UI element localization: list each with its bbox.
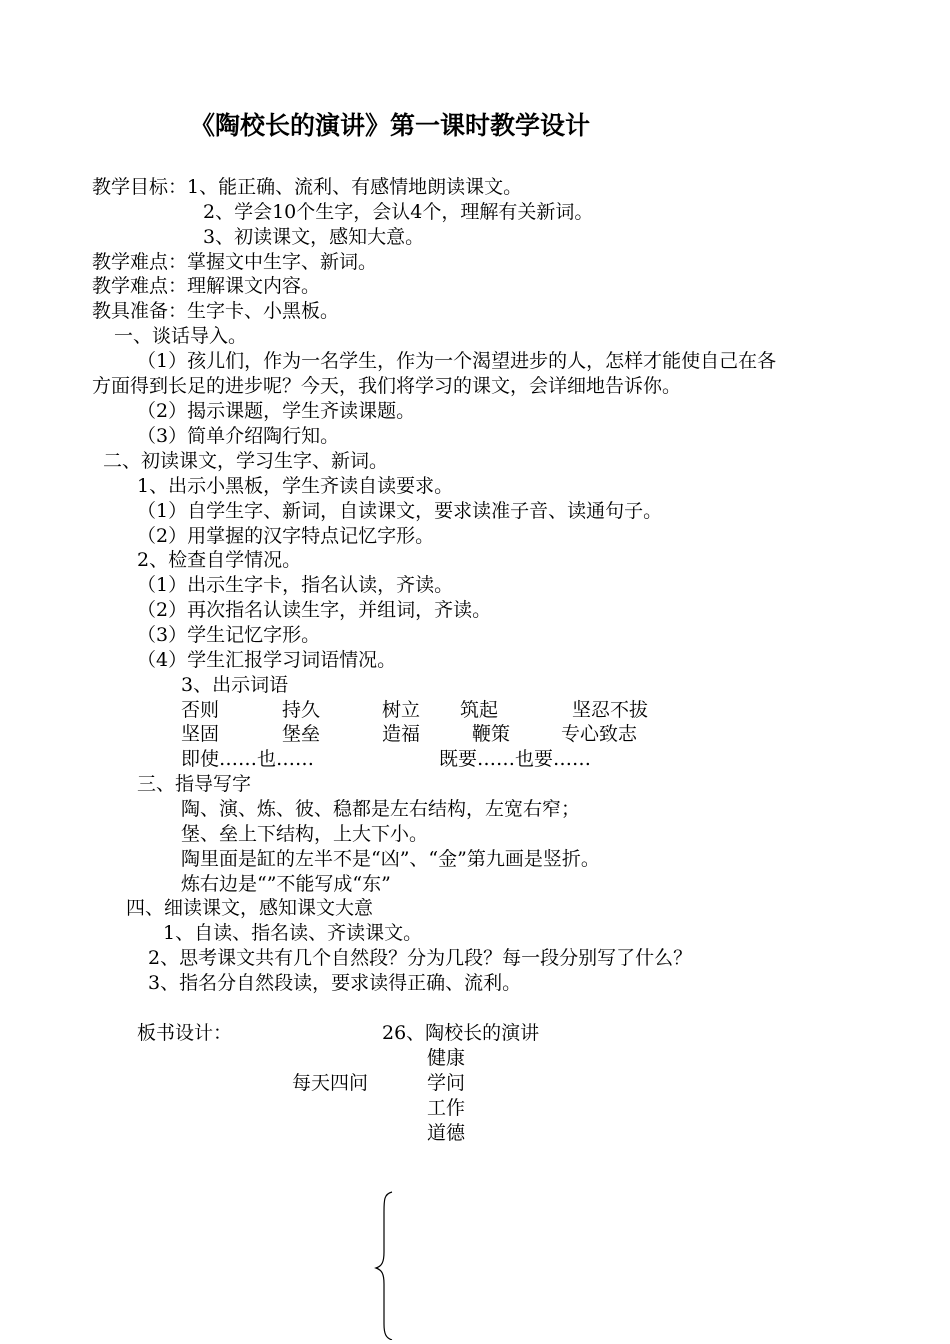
board-design-label: 板书设计：	[137, 1022, 233, 1044]
paragraph-line: 炼右边是“”不能写成“东”	[181, 873, 391, 895]
word-item: 造福	[382, 723, 421, 745]
word-item: 坚忍不拔	[572, 699, 649, 721]
section-heading-1: 一、谈话导入。	[114, 325, 248, 347]
paragraph-line: （4）学生汇报学习词语情况。	[137, 649, 397, 671]
objective-line-3: 3、初读课文，感知大意。	[203, 226, 425, 248]
paragraph-line: （2）揭示课题，学生齐读课题。	[137, 400, 416, 422]
materials-line: 教具准备：生字卡、小黑板。	[92, 300, 340, 322]
paragraph-line: 3、指名分自然段读，要求读得正确、流利。	[148, 972, 522, 994]
word-item: 既要……也要……	[439, 748, 592, 770]
word-item: 专心致志	[561, 723, 638, 745]
paragraph-line: 1、自读、指名读、齐读课文。	[163, 922, 423, 944]
curly-brace-icon	[372, 1190, 396, 1340]
document-title: 《陶校长的演讲》第一课时教学设计	[190, 111, 591, 140]
word-item: 即使……也……	[181, 748, 315, 770]
paragraph-line: （1）出示生字卡，指名认读，齐读。	[137, 574, 454, 596]
board-item: 健康	[427, 1047, 466, 1069]
section-heading-4: 四、细读课文，感知课文大意	[126, 897, 374, 919]
paragraph-line: （1）孩儿们，作为一名学生，作为一个渴望进步的人，怎样才能使自己在各	[137, 350, 777, 372]
word-item: 否则	[181, 699, 220, 721]
word-item: 持久	[282, 699, 321, 721]
paragraph-line: 1、出示小黑板，学生齐读自读要求。	[137, 475, 454, 497]
objective-line-2: 2、学会10个生字，会认4个，理解有关新词。	[203, 201, 594, 223]
word-item: 坚固	[181, 723, 220, 745]
word-item: 鞭策	[472, 723, 511, 745]
board-center-text: 每天四问	[292, 1072, 369, 1094]
paragraph-line: 2、检查自学情况。	[137, 549, 302, 571]
board-item: 工作	[427, 1097, 466, 1119]
paragraph-line: 陶里面是缸的左半不是“凶”、“金”第九画是竖折。	[181, 848, 600, 870]
paragraph-line: （1）自学生字、新词，自读课文，要求读准子音、读通句子。	[137, 500, 663, 522]
paragraph-line: 2、思考课文共有几个自然段？分为几段？每一段分别写了什么？	[148, 947, 693, 969]
paragraph-line: （3）简单介绍陶行知。	[137, 425, 340, 447]
section-heading-3: 三、指导写字	[137, 773, 252, 795]
word-item: 堡垒	[282, 723, 321, 745]
word-item: 树立	[382, 699, 421, 721]
paragraph-line: 3、出示词语	[181, 674, 289, 696]
word-item: 筑起	[460, 699, 499, 721]
board-heading: 26、陶校长的演讲	[382, 1022, 540, 1044]
difficulty-line-1: 教学难点：掌握文中生字、新词。	[92, 251, 378, 273]
paragraph-line: 堡、垒上下结构，上大下小。	[181, 823, 429, 845]
paragraph-line: （2）用掌握的汉字特点记忆字形。	[137, 525, 435, 547]
paragraph-line: 方面得到长足的进步呢？今天，我们将学习的课文，会详细地告诉你。	[92, 375, 682, 397]
paragraph-line: 陶、演、炼、彼、稳都是左右结构，左宽右窄；	[181, 798, 581, 820]
section-heading-2: 二、初读课文，学习生字、新词。	[103, 450, 389, 472]
objective-line-1: 教学目标：1、能正确、流利、有感情地朗读课文。	[92, 176, 523, 198]
board-item: 学问	[427, 1072, 466, 1094]
paragraph-line: （3）学生记忆字形。	[137, 624, 321, 646]
paragraph-line: （2）再次指名认读生字，并组词，齐读。	[137, 599, 492, 621]
difficulty-line-2: 教学难点：理解课文内容。	[92, 275, 321, 297]
board-item: 道德	[427, 1122, 466, 1144]
